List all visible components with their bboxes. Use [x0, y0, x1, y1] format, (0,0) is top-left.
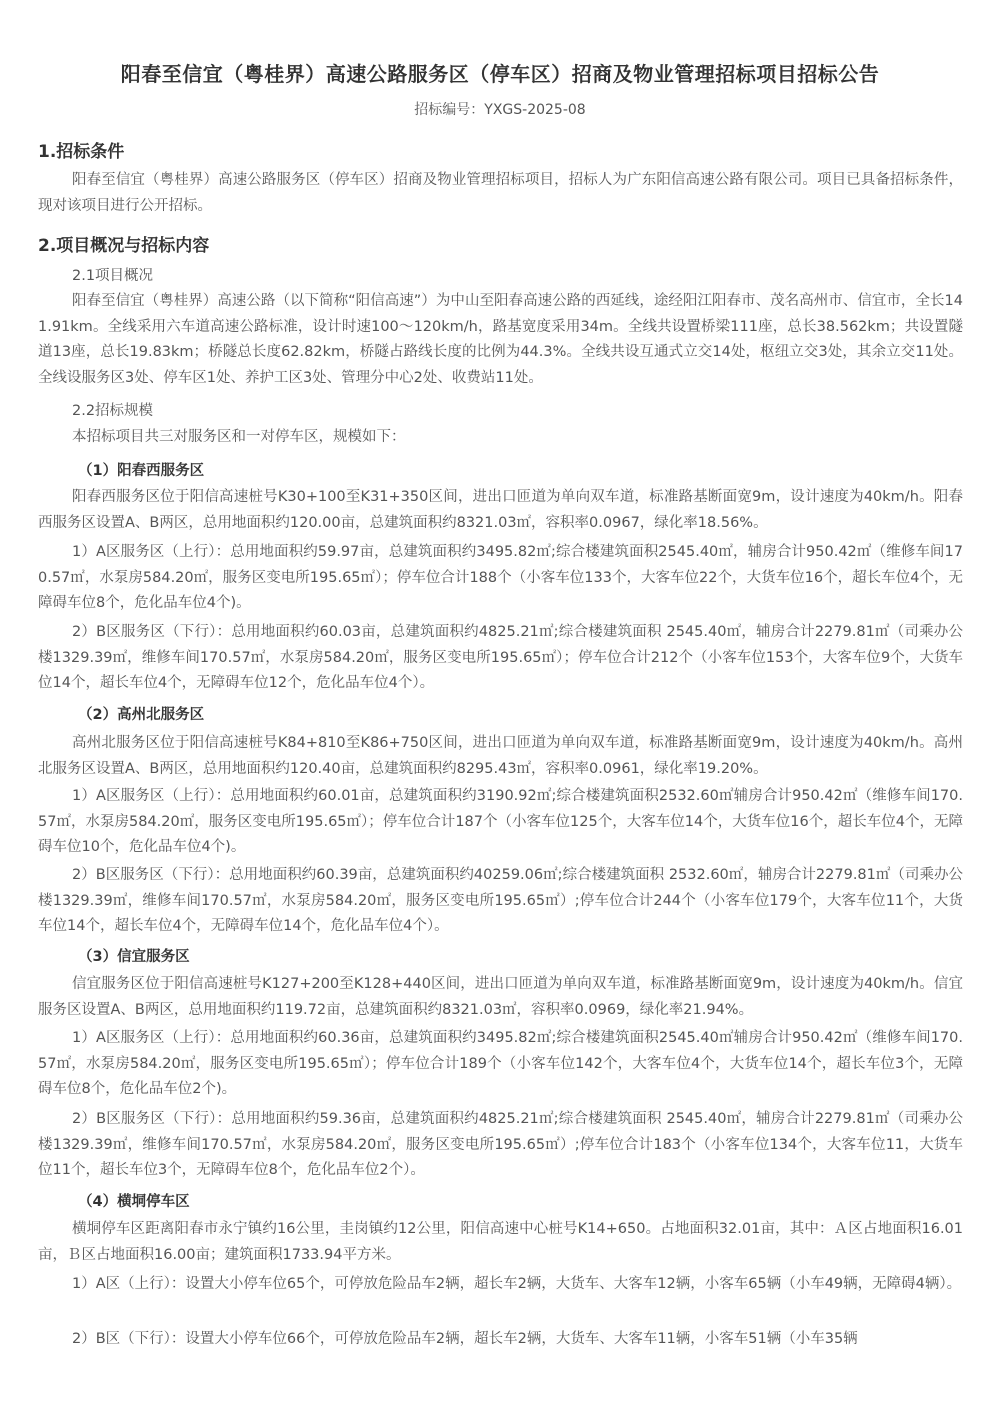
document-title: 阳春至信宜（粤桂界）高速公路服务区（停车区）招商及物业管理招标项目招标公告: [120, 62, 880, 86]
section-2-heading: 2.项目概况与招标内容: [38, 236, 210, 256]
subsection-2-1-heading: 2.1项目概况: [72, 268, 154, 284]
area-4-heading: （4）横垌停车区: [78, 1194, 190, 1210]
section-1-heading: 1.招标条件: [38, 142, 125, 162]
area-2-zone-b: 2）B区服务区（下行）：总用地面积约60.39亩，总建筑面积约40259.06㎡;综合楼建筑面积 2532.60㎡，辅房合计2279.81㎡（司乘办公楼1329.39㎡，维修车间170.57㎡，水泵房584.20㎡，服务区变电所195.65㎡）;停车位合计244个（小客车位179个，大客车位11个，大货车位14个，超长车位4个，无障碍车位14个，危化品车位4个）。: [38, 867, 963, 934]
area-4-intro: 横垌停车区距离阳春市永宁镇约16公里，圭岗镇约12公里，阳信高速中心桩号K14+650。占地面积32.01亩，其中：Ａ区占地面积16.01亩，Ｂ区占地面积16.00亩；建筑面积1733.94平方米。: [38, 1221, 963, 1263]
area-1-zone-a: 1）A区服务区（上行）：总用地面积约59.97亩，总建筑面积约3495.82㎡;综合楼建筑面积2545.40㎡，辅房合计950.42㎡（维修车间170.57㎡，水泵房584.20㎡，服务区变电所195.65㎡）；停车位合计188个（小客车位133个，大客车位22个，大货车位16个，超长车位4个，无障碍车位8个，危化品车位4个)。: [38, 544, 963, 611]
scale-intro-text: 本招标项目共三对服务区和一对停车区，规模如下：: [72, 429, 406, 445]
area-2-heading: （2）高州北服务区: [78, 707, 205, 723]
area-3-zone-a: 1）A区服务区（上行）：总用地面积约60.36亩，总建筑面积约3495.82㎡;综合楼建筑面积2545.40㎡辅房合计950.42㎡（维修车间170.57㎡，水泵房584.20㎡，服务区变电所195.65㎡）；停车位合计189个（小客车位142个，大客车位4个，大货车位14个，超长车位3个，无障碍车位8个，危化品车位2个)。: [38, 1030, 963, 1097]
area-3-intro: 信宜服务区位于阳信高速桩号K127+200至K128+440区间，进出口匝道为单向双车道，标准路基断面宽9m，设计速度为40km/h。信宜服务区设置A、B两区，总用地面积约119.72亩，总建筑面积约8321.03㎡，容积率0.0969，绿化率21.94%。: [38, 976, 963, 1018]
subsection-2-2-heading: 2.2招标规模: [72, 403, 154, 419]
project-overview-text: 阳春至信宜（粤桂界）高速公路（以下简称“阳信高速”）为中山至阳春高速公路的西延线，途经阳江阳春市、茂名高州市、信宜市，全长141.91km。全线采用六车道高速公路标准，设计时速100～120km/h，路基宽度采用34m。全线共设置桥梁111座，总长38.562km；共设置隧道13座，总长19.83km；桥隧总长度62.82km，桥隧占路线长度的比例为44.3%。全线共设互通式立交14处，枢纽立交3处，其余立交11处。全线设服务区3处、停车区1处、养护工区3处、管理分中心2处、收费站11处。: [38, 293, 963, 386]
bid-number: 招标编号：YXGS-2025-08: [414, 102, 586, 118]
area-4-zone-b: 2）B区（下行）：设置大小停车位66个，可停放危险品车2辆，超长车2辆，大货车、大客车11辆，小客车51辆（小车35辆: [72, 1331, 858, 1347]
area-1-zone-b: 2）B区服务区（下行）：总用地面积约60.03亩，总建筑面积约4825.21㎡;综合楼建筑面积 2545.40㎡，辅房合计2279.81㎡（司乘办公楼1329.39㎡，维修车间170.57㎡，水泵房584.20㎡，服务区变电所195.65㎡）；停车位合计212个（小客车位153个，大客车位9个，大货车位14个，超长车位4个，无障碍车位12个，危化品车位4个）。: [38, 624, 963, 691]
section-1-text: 阳春至信宜（粤桂界）高速公路服务区（停车区）招商及物业管理招标项目，招标人为广东阳信高速公路有限公司。项目已具备招标条件，现对该项目进行公开招标。: [38, 172, 963, 214]
area-1-heading: （1）阳春西服务区: [78, 463, 205, 479]
area-3-zone-b: 2）B区服务区（下行）：总用地面积约59.36亩，总建筑面积约4825.21㎡;综合楼建筑面积 2545.40㎡，辅房合计2279.81㎡（司乘办公楼1329.39㎡，维修车间170.57㎡，水泵房584.20㎡，服务区变电所195.65㎡）;停车位合计183个（小客车位134个，大客车位11，大货车位11个，超长车位3个，无障碍车位8个，危化品车位2个）。: [38, 1111, 963, 1178]
area-1-intro: 阳春西服务区位于阳信高速桩号K30+100至K31+350区间，进出口匝道为单向双车道，标准路基断面宽9m，设计速度为40km/h。阳春西服务区设置A、B两区，总用地面积约120.00亩，总建筑面积约8321.03㎡，容积率0.0967，绿化率18.56%。: [38, 489, 963, 531]
area-2-intro: 高州北服务区位于阳信高速桩号K84+810至K86+750区间，进出口匝道为单向双车道，标准路基断面宽9m，设计速度为40km/h。高州北服务区设置A、B两区，总用地面积约120.40亩，总建筑面积约8295.43㎡，容积率0.0961，绿化率19.20%。: [38, 735, 963, 777]
area-4-zone-a: 1）A区（上行）：设置大小停车位65个，可停放危险品车2辆，超长车2辆，大货车、大客车12辆，小客车65辆（小车49辆，无障碍4辆）。: [72, 1276, 962, 1292]
area-2-zone-a: 1）A区服务区（上行）：总用地面积约60.01亩，总建筑面积约3190.92㎡;综合楼建筑面积2532.60㎡辅房合计950.42㎡（维修车间170.57㎡，水泵房584.20㎡，服务区变电所195.65㎡）；停车位合计187个（小客车位125个，大客车位14个，大货车位16个，超长车位4个，无障碍车位10个，危化品车位4个)。: [38, 788, 963, 855]
area-3-heading: （3）信宜服务区: [78, 949, 190, 965]
